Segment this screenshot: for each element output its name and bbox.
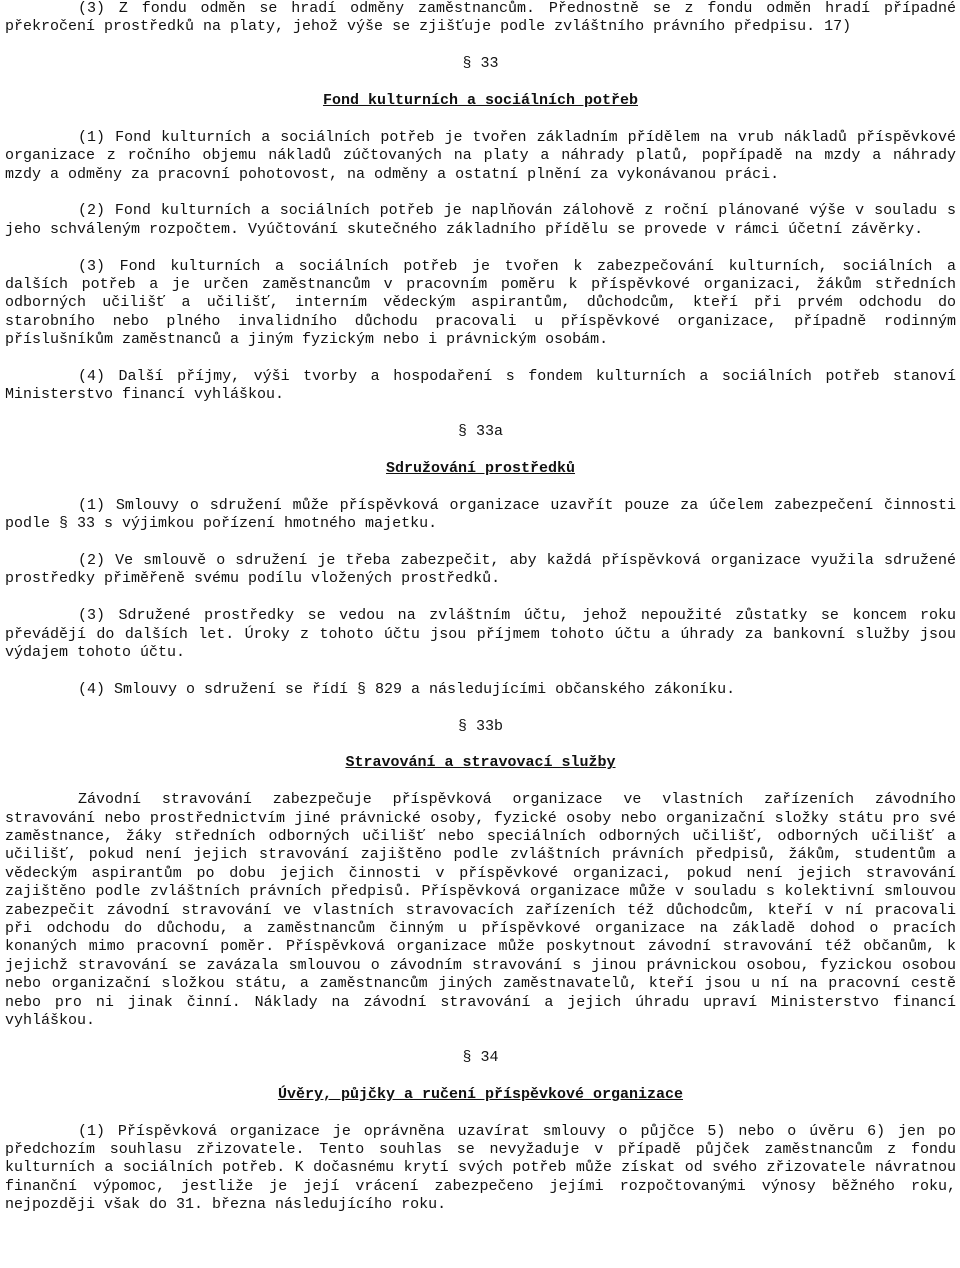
section-33a-number: § 33a [457, 423, 503, 441]
section-33a-title: Sdružování prostředků [385, 460, 576, 478]
spacer [5, 74, 956, 92]
section-33-number: § 33 [462, 55, 499, 73]
spacer [5, 773, 956, 791]
section-33-paragraph-1: (1) Fond kulturních a sociálních potřeb je tvořen základním přídělem na vrub nákladů příspěvkové organizace z ročního objemu nákladů zúčtovaných na platy a náhrady platů, popřípadě na mzdy a náhrady mzdy a odměny za pracovní pohotovost, na odměny a ostatní plnění za vykonávanou práci. [5, 128, 956, 183]
section-33-paragraph-4: (4) Další příjmy, výši tvorby a hospodaření s fondem kulturních a sociálních potřeb stanoví Ministerstvo financí vyhláškou. [5, 368, 956, 404]
spacer [5, 589, 956, 607]
spacer [5, 350, 956, 368]
intro-paragraph: (3) Z fondu odměn se hradí odměny zaměstnancům. Přednostně se z fondu odměn hradí případné překročení prostředků na platy, jehož výše se zjišťuje podle zvláštního právního předpisu. 17) [5, 0, 956, 36]
spacer [5, 736, 956, 754]
document-page [5, 0, 956, 1215]
spacer [5, 1031, 956, 1049]
section-33b-paragraph-1: Závodní stravování zabezpečuje příspěvková organizace ve vlastních zařízeních závodního stravování nebo prostřednictvím jiné právnické osoby, fyzické osoby nebo organizační složky státu pro své zaměstnance, žáky středních odborných učilišť nebo speciálních odborných učilišť, odborných učilišť a učilišť, pokud není jejich stravování zajištěno podle zvláštních právních předpisů, žákům, studentům a vědeckým aspirantům po dobu jejich činnosti v příspěvkové organizaci, pokud není jejich stravování zajištěno podle zvláštních právních předpisů. Příspěvková organizace může v souladu s kolektivní smlouvou zabezpečit závodní stravování ve vlastních stravovacích zařízeních též důchodcům, kteří v ní pracovali při odchodu do důchodu, a zaměstnancům činným u příspěvkové organizace na základě dohod o pracích konaných mimo pracovní poměr. Příspěvková organizace může poskytnout závodní stravování též občanům, k jejichž stravování se zavázala smlouvou o závodním stravování s jinou právnickou osobou, fyzickou osobou nebo organizační složkou státu, a zaměstnancům jiných zaměstnavatelů, kteří jsou u ní na pracovní cestě nebo pro ni jinak činní. Náklady na závodní stravování a jejich úhradu upraví Ministerstvo financí vyhláškou. [5, 791, 956, 1030]
spacer [5, 1067, 956, 1085]
spacer [5, 478, 956, 496]
spacer [5, 37, 956, 55]
section-33-title: Fond kulturních a sociálních potřeb [322, 92, 639, 109]
spacer [5, 110, 956, 128]
section-33b-number: § 33b [457, 717, 503, 735]
section-34-title: Úvěry, půjčky a ručení příspěvkové organizace [277, 1085, 684, 1103]
section-33a-paragraph-1: (1) Smlouvy o sdružení může příspěvková organizace uzavřít pouze za účelem zabezpečení činnosti podle § 33 s výjimkou pořízení hmotného majetku. [5, 496, 956, 533]
section-34-number: § 34 [462, 1048, 499, 1066]
section-33a-paragraph-4: (4) Smlouvy o sdružení se řídí § 829 a následujícími občanského zákoníku. [78, 680, 736, 698]
section-34-paragraph-1: (1) Příspěvková organizace je oprávněna uzavírat smlouvy o půjčce 5) nebo o úvěru 6) jen po předchozím souhlasu zřizovatele. Tento souhlas se nevyžaduje v případě půjček zaměstnancům z fondu kulturních a sociálních potřeb. K dočasnému krytí svých potřeb může získat od svého zřizovatele návratnou finanční výpomoc, jestliže je její vrácení zabezpečeno jejími rozpočtovanými výnosy běžného roku, nejpozději však do 31. března následujícího roku. [5, 1122, 956, 1214]
spacer [5, 239, 956, 257]
spacer [5, 405, 956, 423]
section-33a-paragraph-3: (3) Sdružené prostředky se vedou na zvláštním účtu, jehož nepoužité zůstatky se koncem roku převádějí do dalších let. Úroky z tohoto účtu jsou příjmem tohoto účtu a úhrady za bankovní služby jsou výdajem tohoto účtu. [5, 607, 956, 662]
spacer [5, 184, 956, 202]
section-33b-title: Stravování a stravovací služby [345, 754, 616, 772]
section-33-paragraph-2: (2) Fond kulturních a sociálních potřeb je naplňován zálohově z roční plánované výše v souladu s jeho schváleným rozpočtem. Vyúčtování skutečného základního přídělu se provede v rámci účetní závěrky. [5, 202, 956, 238]
spacer [5, 442, 956, 460]
section-33a-paragraph-2: (2) Ve smlouvě o sdružení je třeba zabezpečit, aby každá příspěvková organizace využila sdružené prostředky přiměřeně svému podílu vložených prostředků. [5, 552, 956, 588]
spacer [5, 662, 956, 680]
spacer [5, 534, 956, 552]
spacer [5, 1104, 956, 1122]
spacer [5, 699, 956, 717]
section-33-paragraph-3: (3) Fond kulturních a sociálních potřeb je tvořen k zabezpečování kulturních, sociálních a dalších potřeb a je určen zaměstnancům v pracovním poměru k příspěvkové organizaci, žákům středních odborných učilišť a učilišť, interním vědeckým aspirantům, důchodcům, kteří při prvém odchodu do starobního nebo plného invalidního důchodu pracovali u příspěvkové organizace, případně rodinným příslušníkům zaměstnanců a jiným fyzickým nebo i právnickým osobám. [5, 257, 956, 349]
